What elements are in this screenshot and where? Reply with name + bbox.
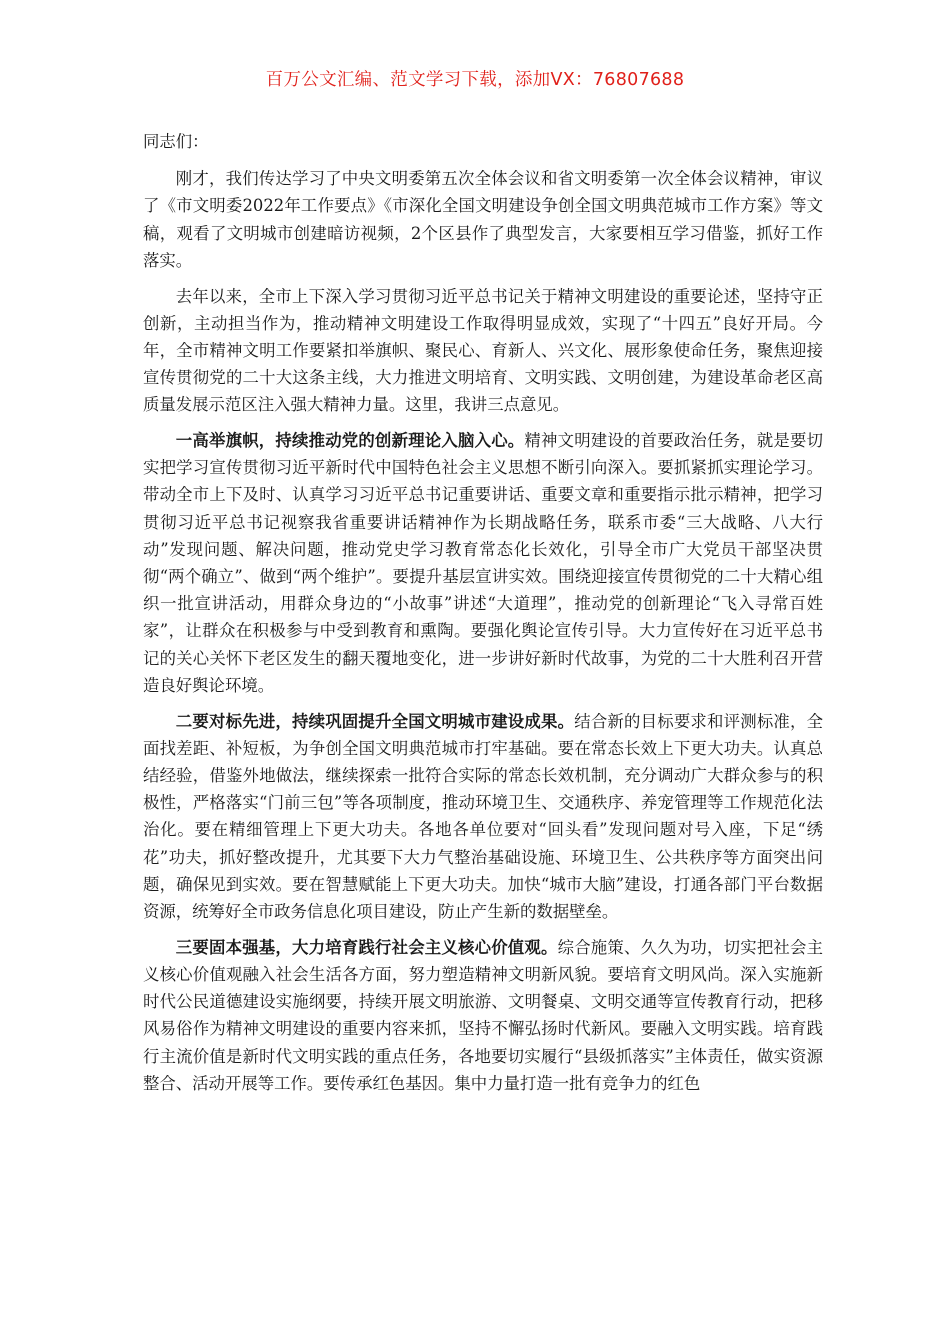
salutation: 同志们： <box>143 132 209 151</box>
paragraph-4 <box>143 708 823 926</box>
paragraph-1-text: 刚才，我们传达学习了中央文明委第五次全体会议和省文明委第一次全体会议精神，审议了《市文明委2022年工作要点》《市深化全国文明建设争创全国文明典范城市工作方案》等文稿，观看了文明城市创建暗访视频，2个区县作了典型发言，大家要相互学习借鉴，抓好工作落实。 <box>143 169 823 270</box>
header-banner: 百万公文汇编、范文学习下载，添加VX：76807688 <box>265 70 685 90</box>
paragraph-5 <box>143 934 823 1097</box>
paragraph-2 <box>143 283 823 419</box>
paragraph-4-lead: 二要对标先进，持续巩固提升全国文明城市建设成果。 <box>175 711 575 731</box>
paragraph-1 <box>143 165 823 274</box>
paragraph-3-text: 精神文明建设的首要政治任务，就是要切实把学习宣传贯彻习近平新时代中国特色社会主义思想不断引向深入。要抓紧抓实理论学习。带动全市上下及时、认真学习习近平总书记重要讲话、重要文章和重要指示批示精神，把学习贯彻习近平总书记视察我省重要讲话精神作为长期战略任务，联系市委“三大战略、八大行动”发现问题、解决问题，推动党史学习教育常态化长效化，引导全市广大党员干部坚决贯彻“两个确立”、做到“两个维护”。要提升基层宣讲实效。围绕迎接宣传贯彻党的二十大精心组织一批宣讲活动，用群众身边的“小故事”讲述“大道理”，推动党的创新理论“飞入寻常百姓家”，让群众在积极参与中受到教育和熏陶。要强化舆论宣传引导。大力宣传好在习近平总书记的关心关怀下老区发生的翻天覆地变化，进一步讲好新时代故事，为党的二十大胜利召开营造良好舆论环境。 <box>143 431 824 695</box>
paragraph-3-lead: 一高举旗帜，持续推动党的创新理论入脑入心。 <box>175 431 525 451</box>
paragraph-5-text: 综合施策、久久为功，切实把社会主义核心价值观融入社会生活各方面，努力塑造精神文明新风貌。要培育文明风尚。深入实施新时代公民道德建设实施纲要，持续开展文明旅游、文明餐桌、文明交通等宣传教育行动，把移风易俗作为精神文明建设的重要内容来抓，坚持不懈弘扬时代新风。要融入文明实践。培育践行主流价值是新时代文明实践的重点任务，各地要切实履行“县级抓落实”主体责任，做实资源整合、活动开展等工作。要传承红色基因。集中力量打造一批有竞争力的红色 <box>143 937 824 1093</box>
paragraph-4-text: 结合新的目标要求和评测标准，全面找差距、补短板，为争创全国文明典范城市打牢基础。要在常态长效上下更大功夫。认真总结经验，借鉴外地做法，继续探索一批符合实际的常态长效机制，充分调动广大群众参与的积极性，严格落实“门前三包”等各项制度，推动环境卫生、交通秩序、养宠管理等工作规范化法治化。要在精细管理上下更大功夫。各地各单位要对“回头看”发现问题对号入座，下足“绣花”功夫，抓好整改提升，尤其要下大力气整治基础设施、环境卫生、公共秩序等方面突出问题，确保见到实效。要在智慧赋能上下更大功夫。加快“城市大脑”建设，打通各部门平台数据资源，统筹好全市政务信息化项目建设，防止产生新的数据壁垒。 <box>143 711 824 921</box>
paragraph-3 <box>143 427 823 699</box>
paragraph-2-text: 去年以来，全市上下深入学习贯彻习近平总书记关于精神文明建设的重要论述，坚持守正创新，主动担当作为，推动精神文明建设工作取得明显成效，实现了“十四五”良好开局。今年，全市精神文明工作要紧扣举旗帜、聚民心、育新人、兴文化、展形象使命任务，聚焦迎接宣传贯彻党的二十大这条主线，大力推进文明培育、文明实践、文明创建，为建设革命老区高质量发展示范区注入强大精神力量。这里，我讲三点意见。 <box>143 286 823 415</box>
paragraph-5-lead: 三要固本强基，大力培育践行社会主义核心价值观。 <box>175 937 558 957</box>
document-body <box>143 128 823 1105</box>
